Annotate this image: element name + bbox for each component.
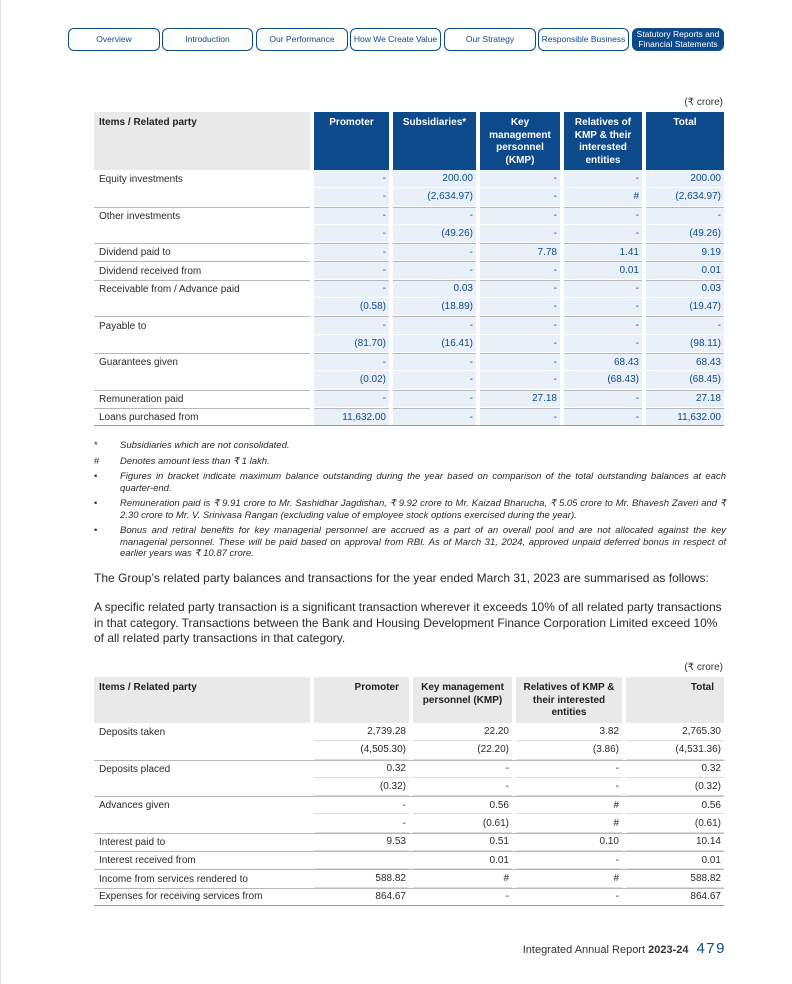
cell-value: - xyxy=(564,390,642,408)
cell-value: - xyxy=(646,316,724,334)
tab-how-we-create-value[interactable]: How We Create Value xyxy=(350,28,441,51)
cell-value: 0.56 xyxy=(413,796,512,814)
row-label: Dividend paid to xyxy=(94,243,310,261)
table-row xyxy=(94,869,724,887)
row-label: Other investments xyxy=(94,207,310,225)
table2-unit: (₹ crore) xyxy=(684,662,723,673)
cell-value: (68.45) xyxy=(646,371,724,389)
table-row xyxy=(94,760,724,778)
cell-value: - xyxy=(480,335,560,353)
cell-value: 0.01 xyxy=(646,261,724,279)
cell-value: - xyxy=(564,298,642,316)
cell-value: 11,632.00 xyxy=(646,408,724,426)
table-row xyxy=(94,796,724,814)
table-row xyxy=(94,408,724,426)
cell-value: - xyxy=(516,888,622,906)
cell-value: - xyxy=(393,371,476,389)
table-row xyxy=(94,723,724,741)
note-marker: • xyxy=(94,498,98,509)
cell-value: 0.03 xyxy=(646,280,724,298)
cell-value: 2,739.28 xyxy=(314,723,409,741)
col-header-items: Items / Related party xyxy=(94,677,310,723)
cell-value: - xyxy=(516,760,622,778)
cell-value: - xyxy=(564,207,642,225)
cell-value: 0.32 xyxy=(626,760,724,778)
cell-value: (98.11) xyxy=(646,335,724,353)
cell-value: (18.89) xyxy=(393,298,476,316)
table-row xyxy=(94,814,724,832)
cell-value: (22.20) xyxy=(413,741,512,759)
table-row xyxy=(94,371,724,389)
col-header-total: Total xyxy=(626,677,724,723)
cell-value: - xyxy=(564,225,642,243)
note-item xyxy=(94,525,726,560)
cell-value: (4,505.30) xyxy=(314,741,409,759)
cell-value: - xyxy=(314,170,389,188)
cell-value: (68.43) xyxy=(564,371,642,389)
table-row xyxy=(94,335,724,353)
cell-value: (49.26) xyxy=(393,225,476,243)
table-row xyxy=(94,741,724,759)
related-party-table-2023 xyxy=(94,677,724,906)
cell-value: 0.03 xyxy=(393,280,476,298)
cell-value: 10.14 xyxy=(626,833,724,851)
row-label xyxy=(94,298,310,316)
cell-value: - xyxy=(413,760,512,778)
cell-value: (49.26) xyxy=(646,225,724,243)
cell-value: - xyxy=(480,408,560,426)
row-label: Deposits taken xyxy=(99,726,166,738)
cell-value: 27.18 xyxy=(480,390,560,408)
cell-value: 588.82 xyxy=(314,869,409,887)
row-label xyxy=(94,778,310,796)
report-year: 2023-24 xyxy=(648,944,689,956)
row-label: Remuneration paid xyxy=(94,390,310,408)
cell-value: - xyxy=(480,261,560,279)
cell-value: - xyxy=(393,261,476,279)
cell-value: - xyxy=(314,316,389,334)
cell-value: - xyxy=(480,316,560,334)
note-item xyxy=(94,471,726,494)
cell-value: - xyxy=(314,280,389,298)
cell-value: (16.41) xyxy=(393,335,476,353)
cell-value: 27.18 xyxy=(646,390,724,408)
cell-value: 7.78 xyxy=(480,243,560,261)
table-row xyxy=(94,316,724,334)
table-row xyxy=(94,833,724,851)
note-marker: # xyxy=(94,455,100,467)
cell-value: - xyxy=(314,261,389,279)
cell-value: 1.41 xyxy=(564,243,642,261)
cell-value: 2,765.30 xyxy=(626,723,724,741)
col-header-relatives: Relatives of KMP & their interested entities xyxy=(516,677,622,723)
report-title: Integrated Annual Report xyxy=(522,944,646,956)
row-label xyxy=(94,741,310,759)
cell-value: - xyxy=(393,408,476,426)
section-nav xyxy=(68,28,724,53)
page-footer xyxy=(523,940,726,957)
cell-value: (0.61) xyxy=(413,814,512,832)
cell-value: - xyxy=(314,390,389,408)
table-row xyxy=(94,778,724,796)
cell-value: - xyxy=(516,851,622,869)
cell-value: 588.82 xyxy=(626,869,724,887)
cell-value: - xyxy=(480,371,560,389)
cell-value: (2,634.97) xyxy=(393,188,476,206)
note-marker: * xyxy=(94,440,98,451)
cell-value: (0.61) xyxy=(626,814,724,832)
row-label xyxy=(94,335,310,353)
cell-value: - xyxy=(564,280,642,298)
note-text: Remuneration paid is ₹ 9.91 crore to Mr. Sashidhar Jagdishan, ₹ 9.92 crore to Mr. Kaizad Bharucha, ₹ 5.05 crore to Mr. Bhavesh Zaveri and ₹ 2.30 crore to Mr. V. Srinivasa Rangan (excluding value of employee stock options exercised during the year). xyxy=(120,498,726,521)
cell-value: 0.10 xyxy=(516,833,622,851)
cell-value: - xyxy=(314,225,389,243)
cell-value: - xyxy=(314,353,389,371)
cell-value: 0.51 xyxy=(413,833,512,851)
cell-value: - xyxy=(646,207,724,225)
table-row xyxy=(94,390,724,408)
col-header-promoter: Promoter xyxy=(314,677,409,723)
row-label: Guarantees given xyxy=(94,353,310,371)
cell-value: 22.20 xyxy=(413,723,512,741)
cell-value: - xyxy=(480,225,560,243)
cell-value: - xyxy=(564,335,642,353)
row-label xyxy=(94,814,310,832)
table-row xyxy=(94,188,724,206)
cell-value: - xyxy=(314,207,389,225)
tab-overview[interactable]: Overview xyxy=(68,28,160,51)
table-row xyxy=(94,261,724,279)
cell-value: - xyxy=(480,298,560,316)
cell-value: 0.56 xyxy=(626,796,724,814)
cell-value: (4,531.36) xyxy=(626,741,724,759)
row-label: Interest received from xyxy=(94,851,310,869)
cell-value: - xyxy=(480,207,560,225)
cell-value: 864.67 xyxy=(314,888,409,906)
table-row xyxy=(94,170,724,188)
col-header-kmp: Key management personnel (KMP) xyxy=(413,677,512,723)
note-text: Subsidiaries which are not consolidated. xyxy=(120,440,290,451)
table-row xyxy=(94,298,724,316)
cell-value: - xyxy=(480,280,560,298)
table-row xyxy=(94,207,724,225)
cell-value: - xyxy=(393,353,476,371)
cell-value: - xyxy=(393,390,476,408)
note-item xyxy=(94,456,726,468)
page-edge xyxy=(0,0,1,984)
col-header-promoter: Promoter xyxy=(314,112,389,170)
cell-value: - xyxy=(314,188,389,206)
cell-value: (81.70) xyxy=(314,335,389,353)
col-header-subsidiaries: Subsidiaries* xyxy=(393,112,476,170)
cell-value: - xyxy=(480,353,560,371)
cell-value: (0.58) xyxy=(314,298,389,316)
cell-value: 0.01 xyxy=(564,261,642,279)
cell-value: - xyxy=(314,243,389,261)
note-text: Figures in bracket indicate maximum balance outstanding during the year based on comparison of the total outstanding balances at each quarter-end. xyxy=(120,471,726,494)
cell-value: - xyxy=(314,814,409,832)
cell-value: 0.01 xyxy=(413,851,512,869)
cell-value: 11,632.00 xyxy=(314,408,389,426)
cell-value: 200.00 xyxy=(646,170,724,188)
cell-value: (0.32) xyxy=(314,778,409,796)
table-row xyxy=(94,851,724,869)
cell-value: 9.19 xyxy=(646,243,724,261)
related-party-table-2024 xyxy=(94,112,724,426)
cell-value: - xyxy=(564,408,642,426)
cell-value: 200.00 xyxy=(393,170,476,188)
col-header-items: Items / Related party xyxy=(94,112,310,170)
cell-value: 9.53 xyxy=(314,833,409,851)
row-label: Interest paid to xyxy=(94,833,310,851)
cell-value: - xyxy=(314,796,409,814)
tab-our-strategy[interactable]: Our Strategy xyxy=(444,28,536,51)
note-text: Denotes amount less than ₹ 1 lakh. xyxy=(120,455,270,467)
cell-value: - xyxy=(413,778,512,796)
cell-value: - xyxy=(480,188,560,206)
cell-value: (0.32) xyxy=(626,778,724,796)
tab-statutory-reports[interactable]: Statutory Reports and Financial Statements xyxy=(632,28,724,51)
note-marker: • xyxy=(94,471,98,482)
table-row xyxy=(94,280,724,298)
cell-value: # xyxy=(516,869,622,887)
significance-paragraph: A specific related party transaction is a significant transaction wherever it exceeds 10% of all related party transactions in that category. Transactions between the Bank and Housing Development Finance Corporation Limited exceed 10% of all related party transactions in that category. xyxy=(94,600,722,645)
cell-value: (0.02) xyxy=(314,371,389,389)
cell-value: - xyxy=(480,170,560,188)
tab-introduction[interactable]: Introduction xyxy=(162,28,253,51)
row-label: Dividend received from xyxy=(94,261,310,279)
tab-our-performance[interactable]: Our Performance xyxy=(256,28,348,51)
table-row xyxy=(94,243,724,261)
table-row xyxy=(94,888,724,906)
col-header-kmp: Key management personnel (KMP) xyxy=(480,112,560,170)
col-header-relatives: Relatives of KMP & their interested entities xyxy=(564,112,642,170)
note-item xyxy=(94,440,726,452)
row-label xyxy=(94,188,310,206)
row-label: Expenses for receiving services from xyxy=(94,888,310,906)
cell-value: 0.32 xyxy=(314,760,409,778)
cell-value xyxy=(314,851,409,869)
row-label: Deposits placed xyxy=(94,760,310,778)
page-number: 479 xyxy=(696,940,726,957)
cell-value: 68.43 xyxy=(646,353,724,371)
table-row xyxy=(94,353,724,371)
cell-value: - xyxy=(564,316,642,334)
row-label xyxy=(94,371,310,389)
cell-value: 3.82 xyxy=(516,723,622,741)
cell-value: # xyxy=(516,796,622,814)
row-label: Receivable from / Advance paid xyxy=(94,280,310,298)
row-label: Advances given xyxy=(94,796,310,814)
table-notes xyxy=(94,440,726,564)
note-text: Bonus and retiral benefits for key managerial personnel are accrued as a part of an overall pool and are not allocated against the key managerial personnel. These will be paid based on approval from RBI. As of March 31, 2024, approved unpaid deferred bonus in respect of earlier years was ₹ 10.87 crore. xyxy=(120,525,726,559)
cell-value: # xyxy=(516,814,622,832)
cell-value: - xyxy=(413,888,512,906)
tab-responsible-business[interactable]: Responsible Business xyxy=(538,28,629,51)
row-label: Payable to xyxy=(94,316,310,334)
cell-value: (19.47) xyxy=(646,298,724,316)
note-item xyxy=(94,498,726,521)
cell-value: (2,634.97) xyxy=(646,188,724,206)
cell-value: # xyxy=(413,869,512,887)
cell-value: # xyxy=(564,188,642,206)
note-marker: • xyxy=(94,525,98,536)
summary-paragraph: The Group’s related party balances and transactions for the year ended March 31, 2023 are summarised as follows: xyxy=(94,571,709,585)
table-row xyxy=(94,225,724,243)
col-header-total: Total xyxy=(646,112,724,170)
row-label: Equity investments xyxy=(99,173,183,185)
row-label xyxy=(94,225,310,243)
cell-value: - xyxy=(393,243,476,261)
cell-value: - xyxy=(516,778,622,796)
cell-value: - xyxy=(393,207,476,225)
row-label: Loans purchased from xyxy=(94,408,310,426)
row-label: Income from services rendered to xyxy=(94,869,310,887)
cell-value: - xyxy=(564,170,642,188)
cell-value: - xyxy=(393,316,476,334)
cell-value: 0.01 xyxy=(626,851,724,869)
table1-unit: (₹ crore) xyxy=(684,97,723,108)
cell-value: 68.43 xyxy=(564,353,642,371)
cell-value: (3.86) xyxy=(516,741,622,759)
cell-value: 864.67 xyxy=(626,888,724,906)
